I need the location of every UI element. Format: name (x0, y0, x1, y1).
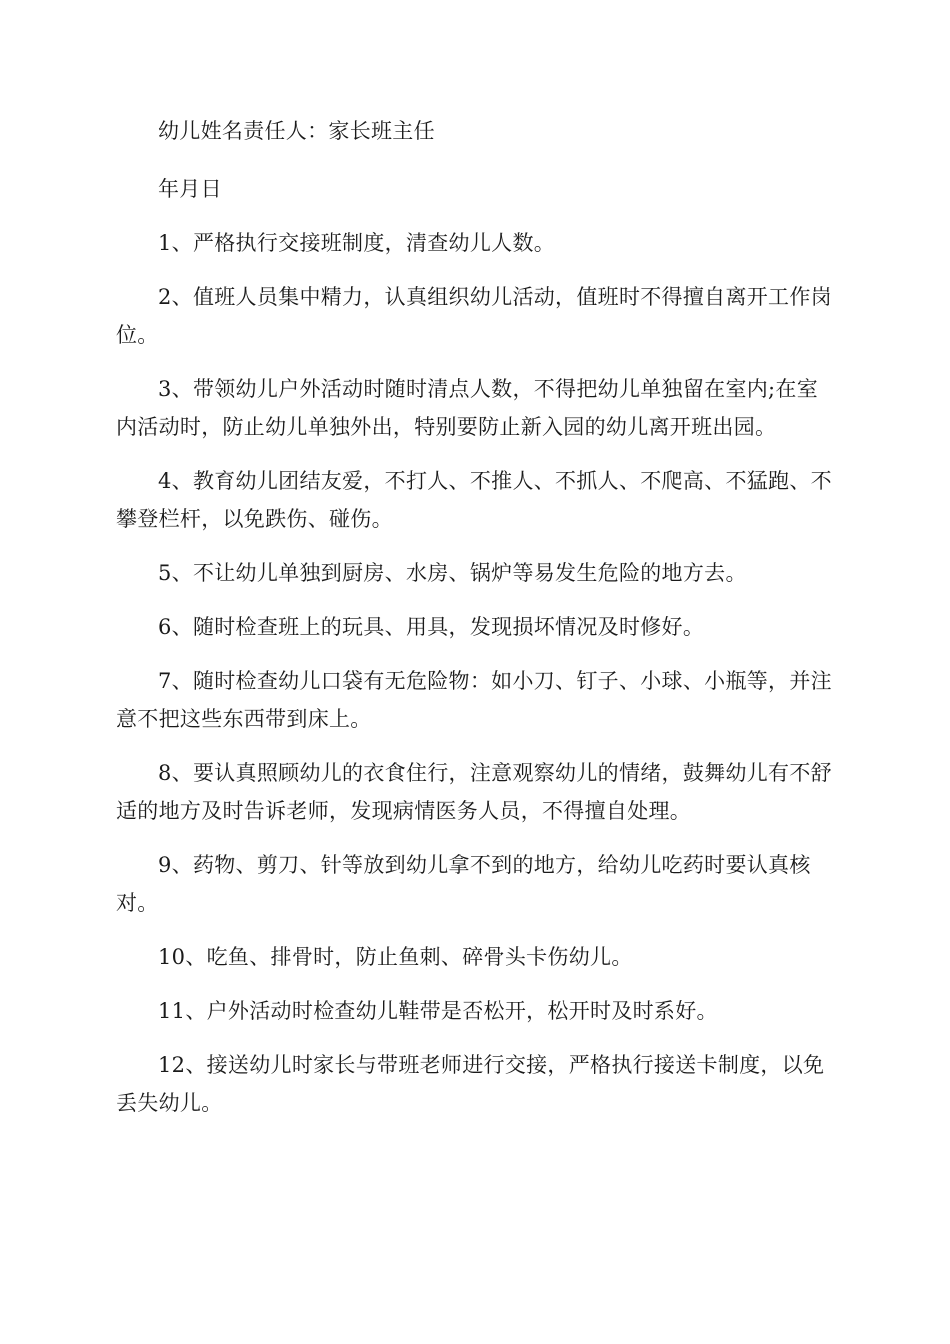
rule-item-10: 10、吃鱼、排骨时，防止鱼刺、碎骨头卡伤幼儿。 (158, 945, 633, 969)
rule-item-6: 6、随时检查班上的玩具、用具，发现损坏情况及时修好。 (158, 615, 705, 639)
header-line: 幼儿姓名责任人：家长班主任 (158, 119, 435, 143)
rule-item-11: 11、户外活动时检查幼儿鞋带是否松开，松开时及时系好。 (158, 999, 718, 1023)
rule-item-9: 9、药物、剪刀、针等放到幼儿拿不到的地方，给幼儿吃药时要认真核对。 (116, 853, 811, 915)
rule-item-3: 3、带领幼儿户外活动时随时清点人数，不得把幼儿单独留在室内;在室内活动时，防止幼儿单独外出，特别要防止新入园的幼儿离开班出园。 (116, 377, 819, 439)
document-body (116, 112, 836, 1138)
rule-item-5: 5、不让幼儿单独到厨房、水房、锅炉等易发生危险的地方去。 (158, 561, 747, 585)
date-line: 年月日 (158, 177, 222, 201)
rule-item-7: 7、随时检查幼儿口袋有无危险物：如小刀、钉子、小球、小瓶等，并注意不把这些东西带到床上。 (116, 669, 832, 731)
rule-item-2: 2、值班人员集中精力，认真组织幼儿活动，值班时不得擅自离开工作岗位。 (116, 285, 832, 347)
rule-item-8: 8、要认真照顾幼儿的衣食住行，注意观察幼儿的情绪，鼓舞幼儿有不舒适的地方及时告诉老师，发现病情医务人员，不得擅自处理。 (116, 761, 832, 823)
rule-item-1: 1、严格执行交接班制度，清查幼儿人数。 (158, 231, 556, 255)
rule-item-12: 12、接送幼儿时家长与带班老师进行交接，严格执行接送卡制度，以免丢失幼儿。 (116, 1053, 825, 1115)
rule-item-4: 4、教育幼儿团结友爱，不打人、不推人、不抓人、不爬高、不猛跑、不攀登栏杆，以免跌伤、碰伤。 (116, 469, 832, 531)
